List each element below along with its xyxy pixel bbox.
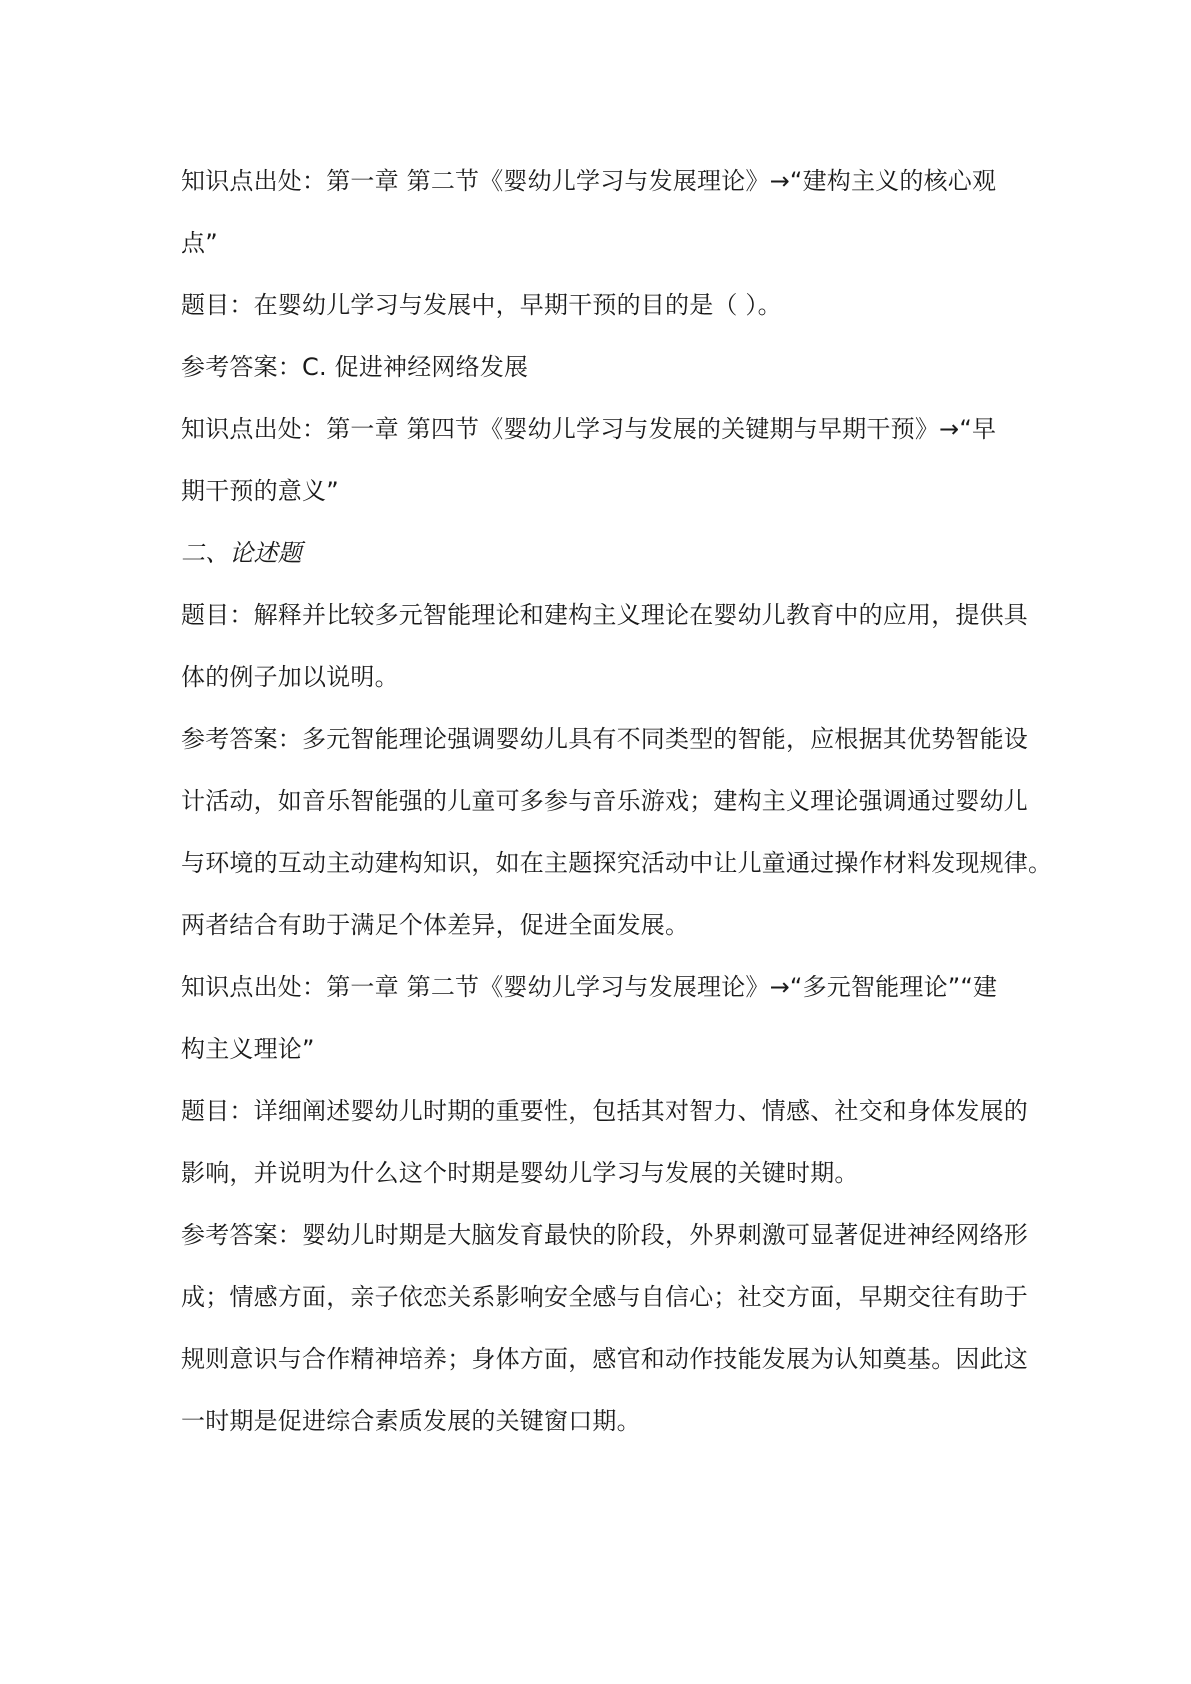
knowledge-source-line: 知识点出处：第一章 第四节《婴幼儿学习与发展的关键期与早期干预》→“早 [181, 415, 997, 443]
knowledge-source-line: 知识点出处：第一章 第二节《婴幼儿学习与发展理论》→“建构主义的核心观 [181, 167, 997, 195]
knowledge-source-line: 点” [181, 229, 218, 257]
knowledge-source-line: 构主义理论” [181, 1035, 315, 1063]
answer-line: 一时期是促进综合素质发展的关键窗口期。 [181, 1407, 641, 1435]
answer-line: 与环境的互动主动建构知识，如在主题探究活动中让儿童通过操作材料发现规律。 [181, 849, 1053, 877]
question-line: 题目：在婴幼儿学习与发展中，早期干预的目的是（ ）。 [181, 291, 782, 319]
knowledge-source-line: 期干预的意义” [181, 477, 339, 505]
question-line: 题目：解释并比较多元智能理论和建构主义理论在婴幼儿教育中的应用，提供具 [181, 601, 1028, 629]
document-body [181, 150, 1053, 1452]
knowledge-source-line: 知识点出处：第一章 第二节《婴幼儿学习与发展理论》→“多元智能理论”“建 [181, 973, 998, 1001]
question-line: 题目：详细阐述婴幼儿时期的重要性，包括其对智力、情感、社交和身体发展的 [181, 1097, 1028, 1125]
answer-line: 成；情感方面，亲子依恋关系影响安全感与自信心；社交方面，早期交往有助于 [181, 1283, 1028, 1311]
answer-line: 参考答案：C. 促进神经网络发展 [181, 353, 529, 381]
answer-line: 计活动，如音乐智能强的儿童可多参与音乐游戏；建构主义理论强调通过婴幼儿 [181, 787, 1028, 815]
answer-line: 参考答案：多元智能理论强调婴幼儿具有不同类型的智能，应根据其优势智能设 [181, 725, 1028, 753]
question-line: 影响，并说明为什么这个时期是婴幼儿学习与发展的关键时期。 [181, 1159, 859, 1187]
answer-line: 两者结合有助于满足个体差异，促进全面发展。 [181, 911, 690, 939]
section-heading: 二、论述题 [181, 539, 302, 567]
question-line: 体的例子加以说明。 [181, 663, 399, 691]
answer-line: 规则意识与合作精神培养；身体方面，感官和动作技能发展为认知奠基。因此这 [181, 1345, 1028, 1373]
answer-line: 参考答案：婴幼儿时期是大脑发育最快的阶段，外界刺激可显著促进神经网络形 [181, 1221, 1028, 1249]
